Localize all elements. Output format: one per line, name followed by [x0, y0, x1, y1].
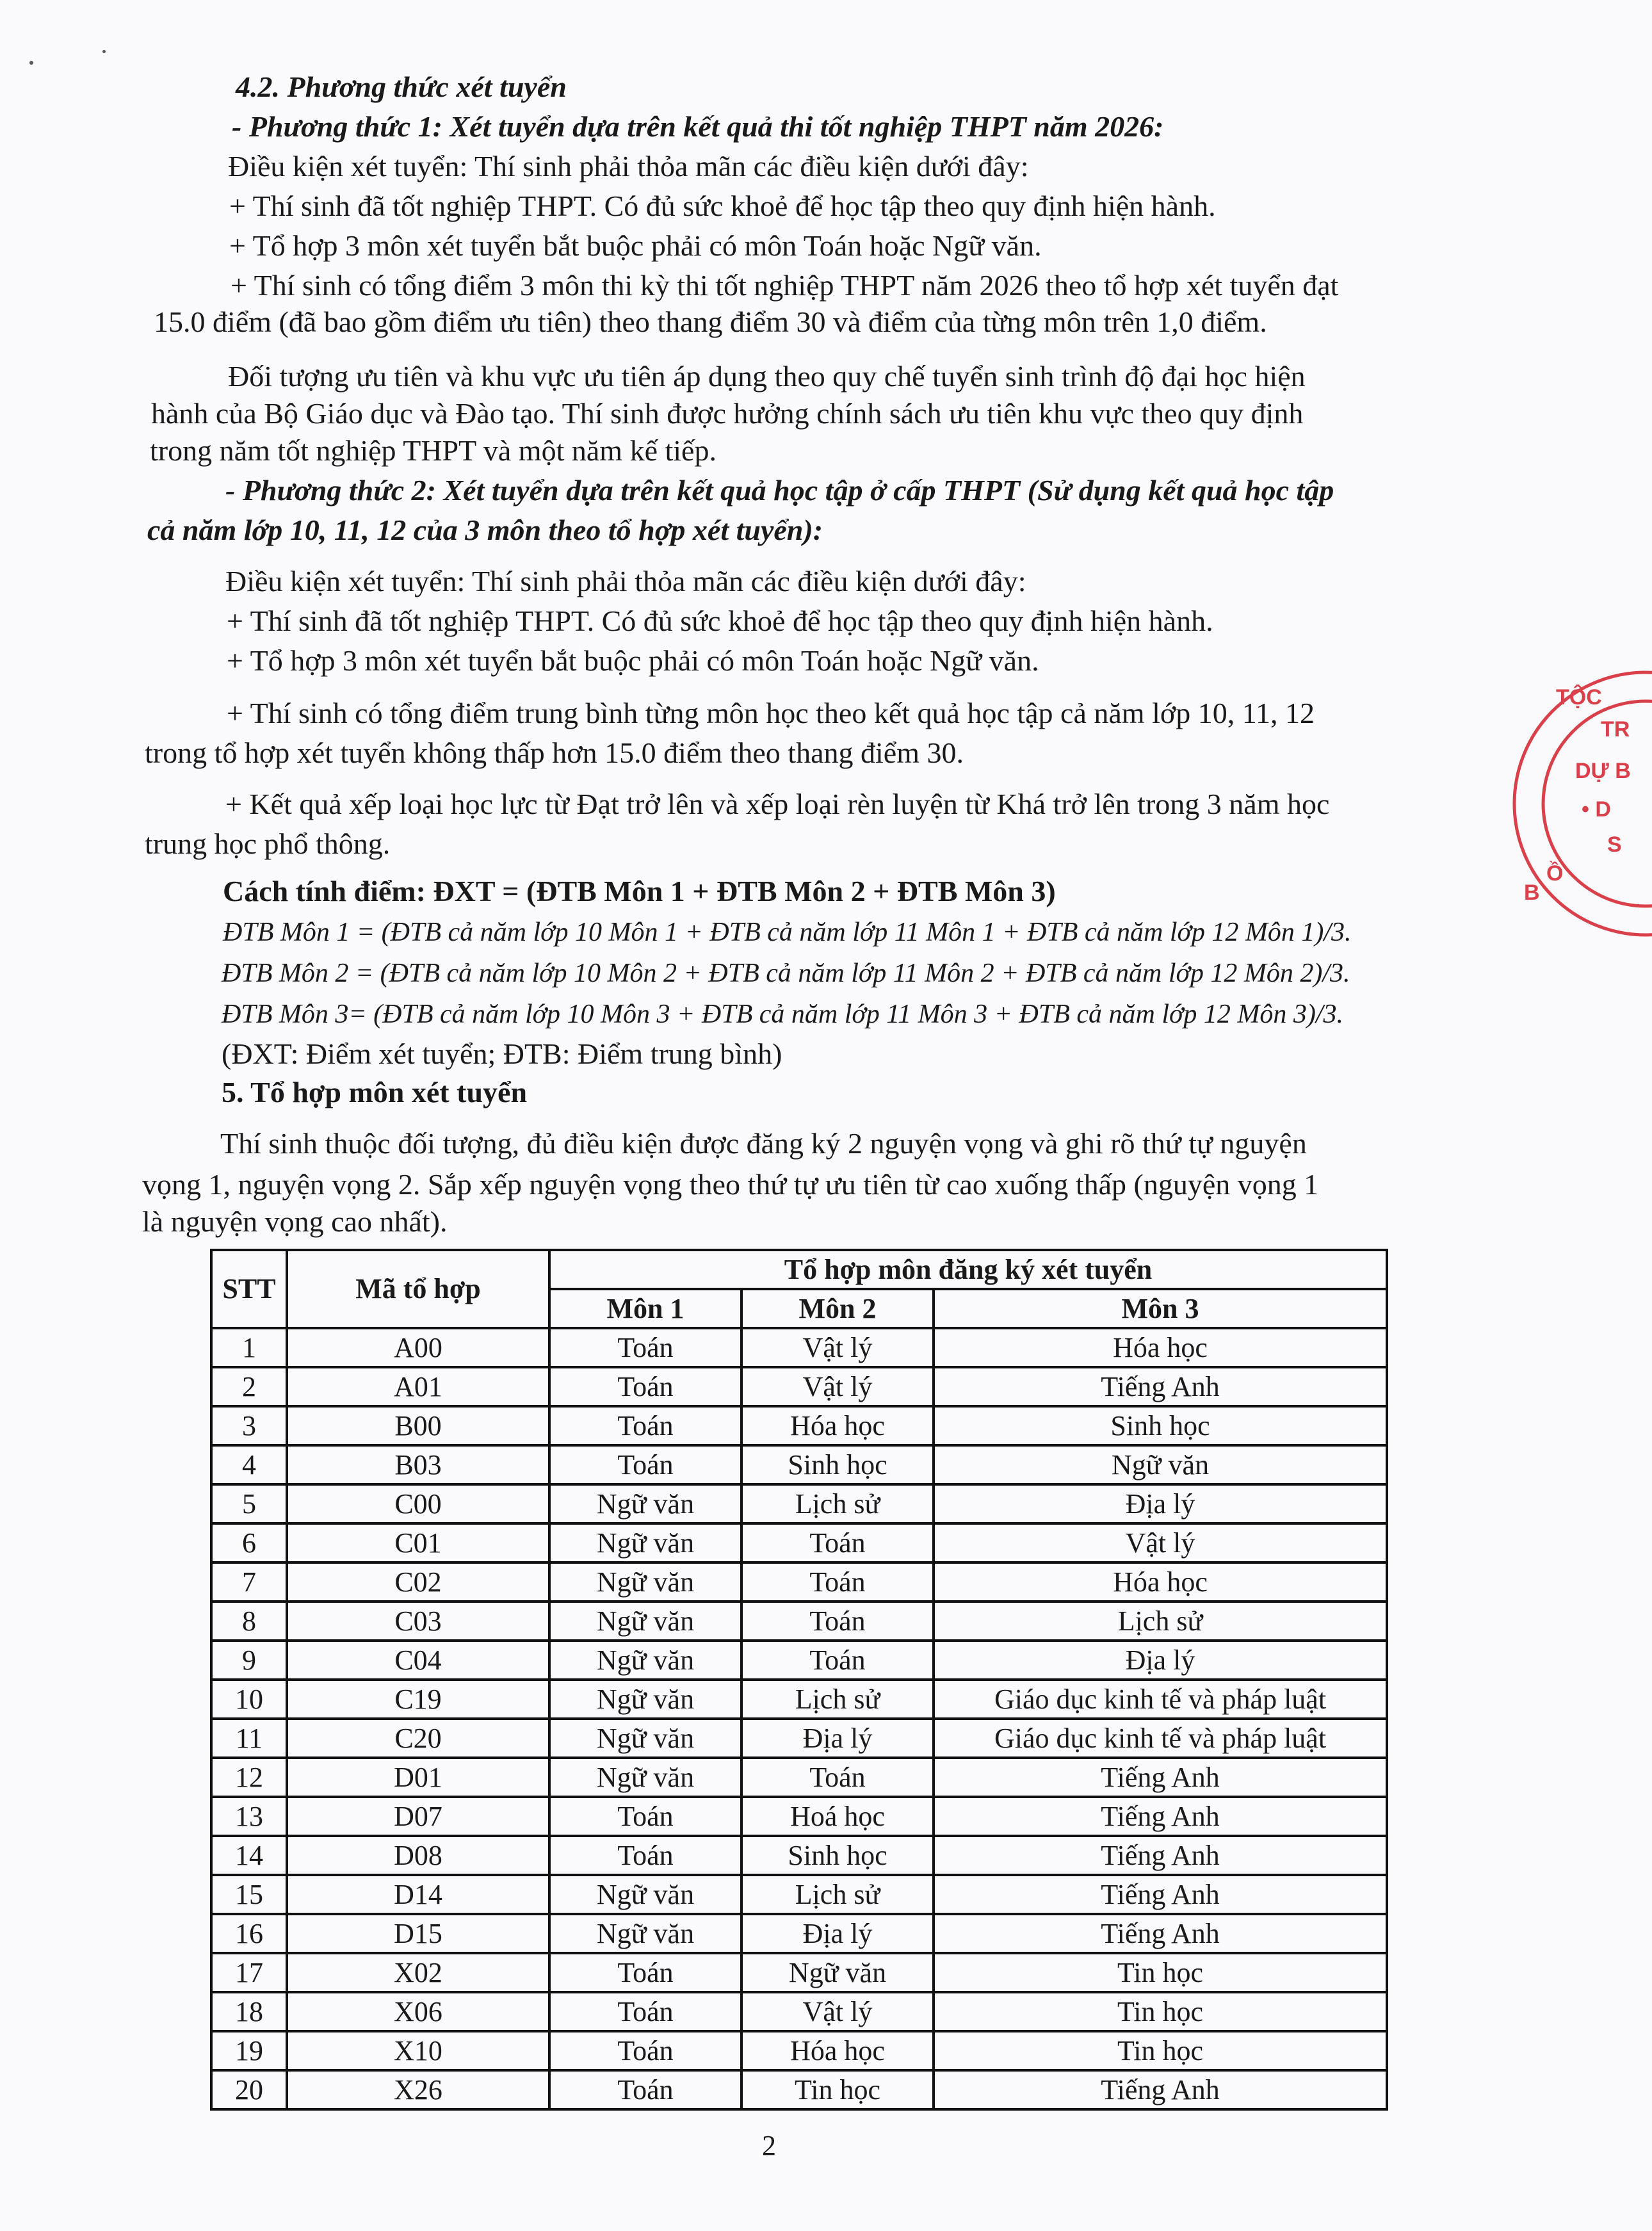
row-combination-code: D15: [287, 1914, 549, 1953]
table-row: [211, 1484, 1387, 1523]
row-combination-code: C20: [287, 1719, 549, 1758]
row-combination-code: C00: [287, 1484, 549, 1523]
section-5-paragraph-1: Thí sinh thuộc đối tượng, đủ điều kiện được đăng ký 2 nguyện vọng và ghi rõ thứ tự nguyện: [220, 1127, 1307, 1160]
row-combination-code: X26: [287, 2070, 549, 2109]
row-subject-2: Toán: [741, 1641, 934, 1680]
row-subject-3: Tiếng Anh: [934, 1836, 1387, 1875]
formula-subject-2: ĐTB Môn 2 = (ĐTB cả năm lớp 10 Môn 2 + ĐTB cả năm lớp 11 Môn 2 + ĐTB cả năm lớp 12 Môn 2)/3.: [222, 959, 1350, 988]
stamp-fragment: • D: [1582, 797, 1611, 822]
method1-cond-3a: + Thí sinh có tổng điểm 3 môn thi kỳ thi tốt nghiệp THPT năm 2026 theo tổ hợp xét tuyển đạt: [231, 269, 1339, 302]
row-subject-2: Tin học: [741, 2070, 934, 2109]
table-row: [211, 1719, 1387, 1758]
row-subject-3: Tin học: [934, 1953, 1387, 1992]
method1-heading: - Phương thức 1: Xét tuyển dựa trên kết quả thi tốt nghiệp THPT năm 2026:: [232, 110, 1164, 143]
row-subject-1: Toán: [549, 1797, 741, 1836]
method2-cond-intro: Điều kiện xét tuyển: Thí sinh phải thỏa mãn các điều kiện dưới đây:: [225, 565, 1026, 597]
row-subject-3: Giáo dục kinh tế và pháp luật: [934, 1680, 1387, 1719]
row-stt: 2: [211, 1367, 287, 1406]
row-subject-1: Ngữ văn: [549, 1875, 741, 1914]
method2-cond-4a: + Kết quả xếp loại học lực từ Đạt trở lên và xếp loại rèn luyện từ Khá trở lên trong 3 năm học: [225, 788, 1330, 820]
row-stt: 8: [211, 1602, 287, 1641]
method2-heading-a: - Phương thức 2: Xét tuyển dựa trên kết quả học tập ở cấp THPT (Sử dụng kết quả học tập: [225, 474, 1334, 507]
row-combination-code: C04: [287, 1641, 549, 1680]
row-subject-3: Lịch sử: [934, 1602, 1387, 1641]
method1-cond-intro: Điều kiện xét tuyển: Thí sinh phải thỏa mãn các điều kiện dưới đây:: [228, 150, 1029, 183]
row-subject-3: Tiếng Anh: [934, 1914, 1387, 1953]
method2-cond-1: + Thí sinh đã tốt nghiệp THPT. Có đủ sức khoẻ để học tập theo quy định hiện hành.: [227, 604, 1213, 637]
row-stt: 14: [211, 1836, 287, 1875]
header-stt: STT: [211, 1250, 287, 1328]
row-subject-2: Sinh học: [741, 1445, 934, 1484]
row-subject-2: Địa lý: [741, 1719, 934, 1758]
table-row: [211, 1328, 1387, 1367]
row-subject-1: Ngữ văn: [549, 1523, 741, 1562]
row-subject-3: Tin học: [934, 2031, 1387, 2070]
stamp-fragment: S: [1607, 832, 1622, 857]
row-stt: 13: [211, 1797, 287, 1836]
row-subject-2: Hóa học: [741, 2031, 934, 2070]
method2-heading-b: cả năm lớp 10, 11, 12 của 3 môn theo tổ hợp xét tuyển):: [147, 514, 823, 546]
table-row: [211, 1641, 1387, 1680]
priority-paragraph-2: hành của Bộ Giáo dục và Đào tạo. Thí sinh được hưởng chính sách ưu tiên khu vực theo quy định: [151, 397, 1304, 430]
table-row: [211, 1562, 1387, 1602]
row-subject-2: Vật lý: [741, 1328, 934, 1367]
row-subject-2: Hoá học: [741, 1797, 934, 1836]
row-subject-3: Tiếng Anh: [934, 2070, 1387, 2109]
row-stt: 10: [211, 1680, 287, 1719]
official-seal-stamp: [1486, 660, 1652, 948]
row-subject-2: Vật lý: [741, 1367, 934, 1406]
row-combination-code: C03: [287, 1602, 549, 1641]
row-subject-2: Ngữ văn: [741, 1953, 934, 1992]
row-combination-code: D07: [287, 1797, 549, 1836]
row-subject-1: Toán: [549, 1953, 741, 1992]
row-combination-code: A01: [287, 1367, 549, 1406]
row-subject-2: Địa lý: [741, 1914, 934, 1953]
stamp-fragment: TR: [1601, 717, 1630, 742]
table-row: [211, 1992, 1387, 2031]
row-stt: 17: [211, 1953, 287, 1992]
row-subject-2: Lịch sử: [741, 1875, 934, 1914]
row-subject-1: Ngữ văn: [549, 1914, 741, 1953]
row-subject-1: Ngữ văn: [549, 1758, 741, 1797]
row-subject-1: Ngữ văn: [549, 1484, 741, 1523]
section-title: 4.2. Phương thức xét tuyển: [236, 70, 567, 103]
row-subject-3: Giáo dục kinh tế và pháp luật: [934, 1719, 1387, 1758]
row-subject-3: Sinh học: [934, 1406, 1387, 1445]
row-stt: 12: [211, 1758, 287, 1797]
row-stt: 11: [211, 1719, 287, 1758]
row-combination-code: C01: [287, 1523, 549, 1562]
row-combination-code: B00: [287, 1406, 549, 1445]
row-combination-code: C02: [287, 1562, 549, 1602]
row-subject-3: Hóa học: [934, 1562, 1387, 1602]
method2-cond-3a: + Thí sinh có tổng điểm trung bình từng môn học theo kết quả học tập cả năm lớp 10, 11, 12: [227, 697, 1315, 729]
row-subject-1: Ngữ văn: [549, 1719, 741, 1758]
method2-cond-3b: trong tổ hợp xét tuyển không thấp hơn 15.0 điểm theo thang điểm 30.: [145, 736, 964, 769]
formula-subject-1: ĐTB Môn 1 = (ĐTB cả năm lớp 10 Môn 1 + ĐTB cả năm lớp 11 Môn 1 + ĐTB cả năm lớp 12 Môn 1)/3.: [223, 918, 1352, 947]
row-subject-1: Ngữ văn: [549, 1680, 741, 1719]
row-stt: 16: [211, 1914, 287, 1953]
table-row: [211, 1602, 1387, 1641]
row-stt: 4: [211, 1445, 287, 1484]
method1-cond-1: + Thí sinh đã tốt nghiệp THPT. Có đủ sức khoẻ để học tập theo quy định hiện hành.: [229, 190, 1216, 222]
scan-speck: [29, 61, 33, 65]
row-subject-1: Toán: [549, 1367, 741, 1406]
row-subject-2: Lịch sử: [741, 1484, 934, 1523]
scan-speck: [102, 50, 106, 53]
table-row: [211, 1953, 1387, 1992]
table-row: [211, 1367, 1387, 1406]
table-row: [211, 2070, 1387, 2109]
row-stt: 20: [211, 2070, 287, 2109]
row-subject-2: Sinh học: [741, 1836, 934, 1875]
row-subject-1: Toán: [549, 1992, 741, 2031]
subject-combination-table: [210, 1249, 1388, 2111]
row-subject-3: Địa lý: [934, 1641, 1387, 1680]
row-stt: 5: [211, 1484, 287, 1523]
row-stt: 9: [211, 1641, 287, 1680]
priority-paragraph-1: Đối tượng ưu tiên và khu vực ưu tiên áp dụng theo quy chế tuyển sinh trình độ đại học hiện: [228, 360, 1306, 393]
row-subject-3: Địa lý: [934, 1484, 1387, 1523]
stamp-fragment: TỘC: [1556, 685, 1602, 710]
row-subject-3: Vật lý: [934, 1523, 1387, 1562]
row-subject-2: Vật lý: [741, 1992, 934, 2031]
row-combination-code: X06: [287, 1992, 549, 2031]
row-combination-code: A00: [287, 1328, 549, 1367]
score-formula: Cách tính điểm: ĐXT = (ĐTB Môn 1 + ĐTB Môn 2 + ĐTB Môn 3): [223, 875, 1056, 907]
row-subject-2: Toán: [741, 1562, 934, 1602]
section-5-title: 5. Tổ hợp môn xét tuyển: [222, 1076, 528, 1108]
row-subject-2: Toán: [741, 1523, 934, 1562]
table-row: [211, 2031, 1387, 2070]
page-number: 2: [762, 2130, 776, 2161]
stamp-fragment: B: [1524, 880, 1540, 905]
row-combination-code: C19: [287, 1680, 549, 1719]
row-subject-1: Toán: [549, 2031, 741, 2070]
row-stt: 3: [211, 1406, 287, 1445]
row-subject-1: Ngữ văn: [549, 1562, 741, 1602]
method1-cond-3b: 15.0 điểm (đã bao gồm điểm ưu tiên) theo thang điểm 30 và điểm của từng môn trên 1,0 điểm.: [154, 305, 1267, 338]
formula-note: (ĐXT: Điểm xét tuyển; ĐTB: Điểm trung bình): [222, 1037, 782, 1070]
table-row: [211, 1523, 1387, 1562]
row-stt: 6: [211, 1523, 287, 1562]
row-subject-2: Toán: [741, 1602, 934, 1641]
row-subject-3: Ngữ văn: [934, 1445, 1387, 1484]
table-row: [211, 1797, 1387, 1836]
section-5-paragraph-3: là nguyện vọng cao nhất).: [142, 1205, 448, 1238]
row-subject-1: Toán: [549, 1836, 741, 1875]
row-combination-code: D14: [287, 1875, 549, 1914]
row-subject-3: Tiếng Anh: [934, 1758, 1387, 1797]
row-subject-1: Toán: [549, 1328, 741, 1367]
method2-cond-2: + Tổ hợp 3 môn xét tuyển bắt buộc phải có môn Toán hoặc Ngữ văn.: [227, 644, 1039, 677]
table-row: [211, 1914, 1387, 1953]
header-subject-1: Môn 1: [549, 1289, 741, 1328]
table-row: [211, 1445, 1387, 1484]
header-subject-2: Môn 2: [741, 1289, 934, 1328]
row-stt: 7: [211, 1562, 287, 1602]
formula-subject-3: ĐTB Môn 3= (ĐTB cả năm lớp 10 Môn 3 + ĐTB cả năm lớp 11 Môn 3 + ĐTB cả năm lớp 12 Môn 3)/3.: [222, 1000, 1344, 1029]
header-combination-code: Mã tổ hợp: [287, 1250, 549, 1328]
row-combination-code: B03: [287, 1445, 549, 1484]
row-combination-code: X02: [287, 1953, 549, 1992]
row-stt: 1: [211, 1328, 287, 1367]
row-stt: 15: [211, 1875, 287, 1914]
table-row: [211, 1758, 1387, 1797]
table-row: [211, 1836, 1387, 1875]
row-subject-2: Hóa học: [741, 1406, 934, 1445]
header-combination-group: Tổ hợp môn đăng ký xét tuyển: [549, 1250, 1387, 1289]
row-subject-3: Tiếng Anh: [934, 1875, 1387, 1914]
method1-cond-2: + Tổ hợp 3 môn xét tuyển bắt buộc phải có môn Toán hoặc Ngữ văn.: [229, 229, 1042, 262]
row-combination-code: D08: [287, 1836, 549, 1875]
priority-paragraph-3: trong năm tốt nghiệp THPT và một năm kế tiếp.: [150, 434, 717, 467]
table-row: [211, 1680, 1387, 1719]
row-combination-code: X10: [287, 2031, 549, 2070]
row-stt: 18: [211, 1992, 287, 2031]
row-subject-1: Toán: [549, 1445, 741, 1484]
table-row: [211, 1875, 1387, 1914]
section-5-paragraph-2: vọng 1, nguyện vọng 2. Sắp xếp nguyện vọng theo thứ tự ưu tiên từ cao xuống thấp (nguyện vọng 1: [142, 1168, 1319, 1201]
row-subject-1: Ngữ văn: [549, 1602, 741, 1641]
row-subject-2: Toán: [741, 1758, 934, 1797]
table-row: [211, 1406, 1387, 1445]
row-stt: 19: [211, 2031, 287, 2070]
stamp-fragment: DỰ B: [1575, 759, 1631, 783]
header-subject-3: Môn 3: [934, 1289, 1387, 1328]
row-subject-3: Tin học: [934, 1992, 1387, 2031]
stamp-fragment: Ồ: [1546, 861, 1564, 886]
row-combination-code: D01: [287, 1758, 549, 1797]
row-subject-3: Tiếng Anh: [934, 1367, 1387, 1406]
row-subject-3: Tiếng Anh: [934, 1797, 1387, 1836]
row-subject-2: Lịch sử: [741, 1680, 934, 1719]
method2-cond-4b: trung học phổ thông.: [145, 827, 391, 860]
row-subject-1: Toán: [549, 1406, 741, 1445]
row-subject-1: Ngữ văn: [549, 1641, 741, 1680]
row-subject-3: Hóa học: [934, 1328, 1387, 1367]
row-subject-1: Toán: [549, 2070, 741, 2109]
